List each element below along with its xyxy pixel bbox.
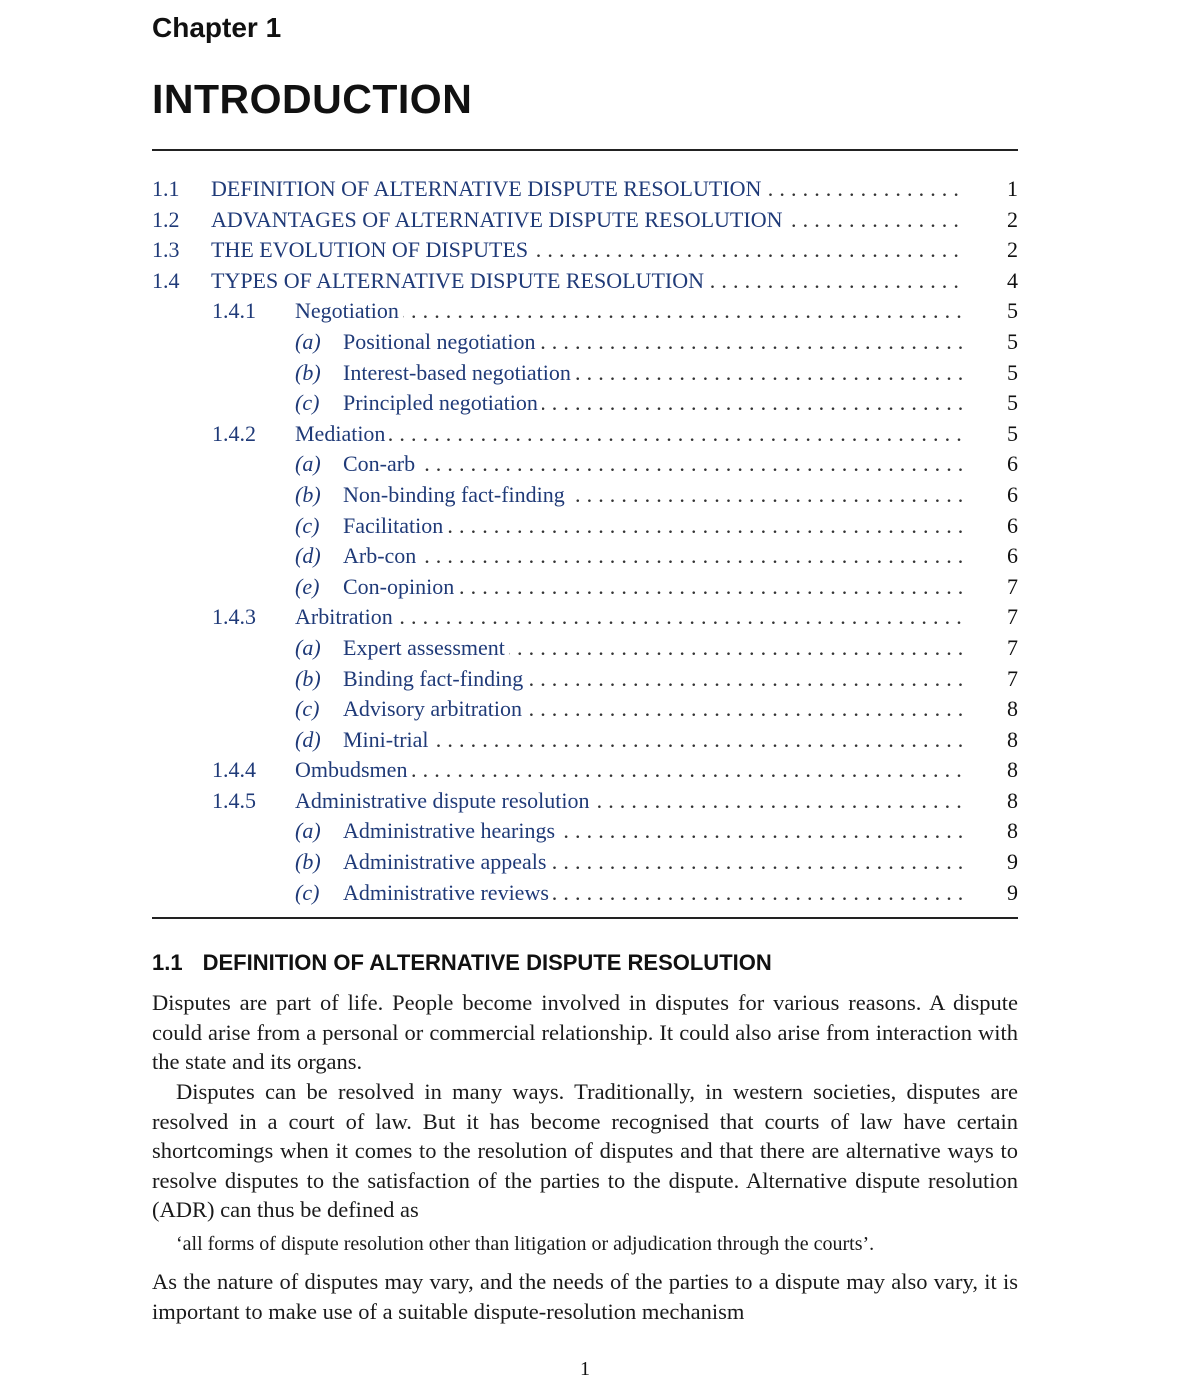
toc-entry-number: 1.4.5 <box>212 787 256 813</box>
toc-entry-title[interactable]: Administrative dispute resolution <box>295 788 594 813</box>
toc-entry-leader <box>343 878 966 909</box>
toc-entry-title[interactable]: Ombudsmen <box>295 757 411 782</box>
toc-entry-page: 5 <box>1007 298 1018 324</box>
section-title: DEFINITION OF ALTERNATIVE DISPUTE RESOLUTION <box>202 950 772 975</box>
toc-entry-leader <box>295 602 966 633</box>
toc-entry[interactable] <box>152 694 1018 725</box>
toc-entry-page: 8 <box>1007 696 1018 722</box>
toc-entry[interactable] <box>152 235 1018 266</box>
toc-entry-leader <box>343 694 966 725</box>
toc-entry-title[interactable]: Con-opinion <box>343 574 458 599</box>
toc-entry-page: 2 <box>1007 206 1018 232</box>
toc-bottom-rule <box>152 917 1018 919</box>
toc-entry-leader <box>343 572 966 603</box>
toc-entry-leader <box>343 358 966 389</box>
toc-entry-leader <box>343 633 966 664</box>
toc-entry-page: 6 <box>1007 451 1018 477</box>
toc-entry-number: 1.4.1 <box>212 298 256 324</box>
paragraph-1: Disputes are part of life. People become involved in disputes for various reasons. A dispute could arise from a personal or commercial relationship. It could also arise from interaction with the state and its organs. <box>152 990 1018 1075</box>
toc-entry-page: 8 <box>1007 726 1018 752</box>
toc-entry-title[interactable]: ADVANTAGES OF ALTERNATIVE DISPUTE RESOLUTION <box>211 207 786 232</box>
chapter-title: INTRODUCTION <box>152 76 473 122</box>
toc-entry-title[interactable]: Binding fact-finding <box>343 666 527 691</box>
toc-entry-leader <box>343 541 966 572</box>
toc-entry-number: (b) <box>295 665 321 691</box>
toc-entry-page: 9 <box>1007 849 1018 875</box>
toc-entry-number: (b) <box>295 849 321 875</box>
toc-entry-title[interactable]: Administrative appeals <box>343 849 550 874</box>
toc-entry-page: 7 <box>1007 573 1018 599</box>
toc-entry-page: 6 <box>1007 543 1018 569</box>
toc-entry[interactable] <box>152 449 1018 480</box>
toc-entry-number: (a) <box>295 818 321 844</box>
toc-entry[interactable] <box>152 296 1018 327</box>
toc-entry-title[interactable]: Negotiation <box>295 298 403 323</box>
chapter-label: Chapter 1 <box>152 12 282 43</box>
toc-top-rule <box>152 149 1018 151</box>
toc-entry-number: (c) <box>295 390 320 416</box>
toc-entry[interactable] <box>152 327 1018 358</box>
toc-entry-number: (c) <box>295 696 320 722</box>
toc-entry-title[interactable]: Non-binding fact-finding <box>343 482 569 507</box>
toc-entry-title[interactable]: Mediation <box>295 421 389 446</box>
toc-entry[interactable] <box>152 205 1018 236</box>
toc-entry-page: 5 <box>1007 420 1018 446</box>
toc-entry[interactable] <box>152 664 1018 695</box>
toc-entry-page: 5 <box>1007 328 1018 354</box>
toc-entry-number: (c) <box>295 512 320 538</box>
toc-entry[interactable] <box>152 419 1018 450</box>
toc-entry-leader <box>343 449 966 480</box>
toc-entry-title[interactable]: Advisory arbitration <box>343 696 526 721</box>
toc-entry-leader <box>295 296 966 327</box>
toc-entry[interactable] <box>152 358 1018 389</box>
toc-entry-page: 8 <box>1007 818 1018 844</box>
toc-entry-number: 1.3 <box>152 237 180 263</box>
toc-entry-leader <box>295 755 966 786</box>
toc-entry[interactable] <box>152 633 1018 664</box>
toc-entry-title[interactable]: Positional negotiation <box>343 329 540 354</box>
toc-entry-page: 7 <box>1007 634 1018 660</box>
toc-entry-leader <box>211 266 966 297</box>
toc-entry-leader <box>343 388 966 419</box>
toc-entry-number: (a) <box>295 451 321 477</box>
toc-entry-number: 1.1 <box>152 176 180 201</box>
toc-entry-title[interactable]: Mini-trial <box>343 727 433 752</box>
toc-entry[interactable] <box>152 174 1018 205</box>
toc-entry[interactable] <box>152 786 1018 817</box>
toc-entry-leader <box>211 205 966 236</box>
toc-entry-title[interactable]: DEFINITION OF ALTERNATIVE DISPUTE RESOLUTION <box>211 176 765 201</box>
toc-entry[interactable] <box>152 480 1018 511</box>
table-of-contents <box>152 174 1018 908</box>
toc-entry-page: 7 <box>1007 665 1018 691</box>
toc-entry-number: 1.4.2 <box>212 420 256 446</box>
toc-entry-title[interactable]: Facilitation <box>343 513 447 538</box>
paragraph-3: As the nature of disputes may vary, and the needs of the parties to a dispute may also vary, it is important to make use of a suitable dispute-resolution mechanism <box>152 1269 1018 1324</box>
toc-entry[interactable] <box>152 511 1018 542</box>
toc-entry[interactable] <box>152 541 1018 572</box>
toc-entry-page: 4 <box>1007 267 1018 293</box>
toc-entry-page: 8 <box>1007 787 1018 813</box>
toc-entry[interactable] <box>152 602 1018 633</box>
toc-entry-leader <box>295 786 966 817</box>
toc-entry-number: (b) <box>295 481 321 507</box>
toc-entry-leader <box>343 664 966 695</box>
toc-entry-number: (d) <box>295 543 321 569</box>
toc-entry-leader <box>343 511 966 542</box>
toc-entry-title[interactable]: Principled negotiation <box>343 390 542 415</box>
toc-entry-leader <box>343 847 966 878</box>
section-number: 1.1 <box>152 950 183 975</box>
toc-entry-page: 7 <box>1007 604 1018 630</box>
toc-entry-title[interactable]: Administrative hearings <box>343 818 559 843</box>
toc-entry-page: 5 <box>1007 390 1018 416</box>
toc-entry-page: 5 <box>1007 359 1018 385</box>
toc-entry-leader <box>343 816 966 847</box>
toc-entry-page: 6 <box>1007 481 1018 507</box>
toc-entry-number: 1.2 <box>152 206 180 232</box>
toc-entry-number: (d) <box>295 726 321 752</box>
toc-entry[interactable] <box>152 572 1018 603</box>
toc-entry-page: 2 <box>1007 237 1018 263</box>
toc-entry-title[interactable]: Expert assessment <box>343 635 509 660</box>
toc-entry-leader <box>343 327 966 358</box>
toc-entry-number: 1.4.4 <box>212 757 256 783</box>
toc-entry[interactable] <box>152 388 1018 419</box>
toc-entry-number: (a) <box>295 634 321 660</box>
toc-entry-title[interactable]: Administrative reviews <box>343 880 553 905</box>
toc-entry-title[interactable]: Interest-based negotiation <box>343 360 575 385</box>
toc-entry[interactable] <box>152 266 1018 297</box>
toc-entry-leader <box>343 725 966 756</box>
toc-entry-title[interactable]: THE EVOLUTION OF DISPUTES <box>211 237 532 262</box>
paragraph-2: Disputes can be resolved in many ways. Traditionally, in western societies, disputes are resolved in a court of law. But it has become recognised that courts of law have certain shortcomings when it comes to the resolution of disputes and that there are alternative ways to resolve disputes to the satisfaction of the parties to the dispute. Alternative dispute resolution (ADR) can thus be defined as <box>152 1079 1018 1223</box>
toc-entry-title[interactable]: Con-arb <box>343 451 419 476</box>
toc-entry-leader <box>211 235 966 266</box>
toc-entry-title[interactable]: TYPES OF ALTERNATIVE DISPUTE RESOLUTION <box>211 268 708 293</box>
toc-entry-page: 1 <box>1007 176 1018 201</box>
toc-entry-leader <box>211 174 966 205</box>
section-heading <box>152 950 772 976</box>
toc-entry-title[interactable]: Arb-con <box>343 543 420 568</box>
page-number: 1 <box>580 1358 590 1380</box>
toc-entry-number: (b) <box>295 359 321 385</box>
toc-entry-number: (c) <box>295 879 320 905</box>
toc-entry[interactable] <box>152 816 1018 847</box>
toc-entry[interactable] <box>152 878 1018 909</box>
toc-entry-leader <box>343 480 966 511</box>
toc-entry-number: 1.4 <box>152 267 180 293</box>
toc-entry-number: 1.4.3 <box>212 604 256 630</box>
toc-entry[interactable] <box>152 755 1018 786</box>
toc-entry[interactable] <box>152 725 1018 756</box>
definition-quote: ‘all forms of dispute resolution other than litigation or adjudication through the courts’. <box>176 1233 875 1255</box>
toc-entry-page: 8 <box>1007 757 1018 783</box>
toc-entry[interactable] <box>152 847 1018 878</box>
toc-entry-leader <box>295 419 966 450</box>
toc-entry-page: 6 <box>1007 512 1018 538</box>
toc-entry-title[interactable]: Arbitration <box>295 604 397 629</box>
toc-entry-number: (e) <box>295 573 320 599</box>
toc-entry-number: (a) <box>295 328 321 354</box>
toc-entry-page: 9 <box>1007 879 1018 905</box>
